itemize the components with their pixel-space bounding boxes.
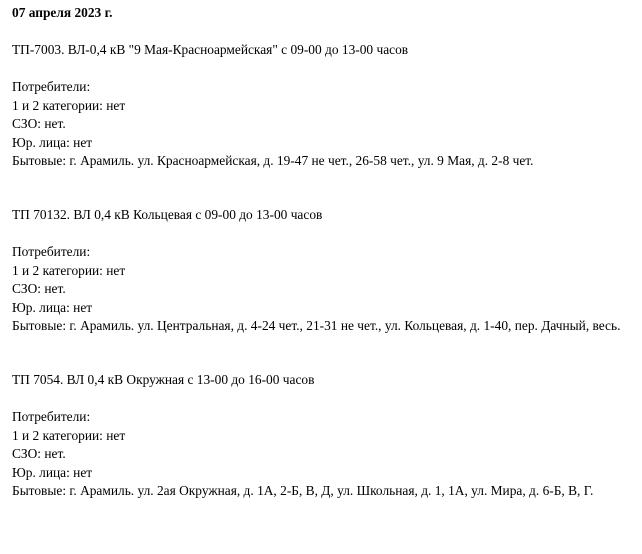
category-line: 1 и 2 категории: нет — [12, 97, 126, 113]
legal-entities-line: Юр. лица: нет — [12, 134, 93, 150]
outage-title: ТП 70132. ВЛ 0,4 кВ Кольцевая с 09-00 до 13-00 часов — [12, 206, 323, 222]
household-line: Бытовые: г. Арамиль. ул. Центральная, д. 4-24 чет., 21-31 не чет., ул. Кольцевая, д. 1-40, пер. Дачный, весь. — [12, 318, 621, 333]
outage-title: ТП 7054. ВЛ 0,4 кВ Окружная с 13-00 до 16-00 часов — [12, 371, 315, 387]
consumers-label: Потребители: — [12, 409, 91, 424]
legal-entities-line: Юр. лица: нет — [12, 464, 93, 480]
category-line: 1 и 2 категории: нет — [12, 427, 126, 443]
outage-entry — [12, 206, 634, 336]
document-page — [12, 4, 634, 501]
szo-line: СЗО: нет. — [12, 281, 66, 296]
consumers-label: Потребители: — [12, 79, 91, 94]
consumers-block — [12, 78, 634, 171]
consumers-block — [12, 243, 634, 336]
outage-title: ТП-7003. ВЛ-0,4 кВ "9 Мая-Красноармейская" с 09-00 до 13-00 часов — [12, 41, 409, 57]
consumers-label: Потребители: — [12, 244, 91, 259]
szo-line: СЗО: нет. — [12, 446, 66, 461]
outage-entry — [12, 371, 634, 501]
household-line: Бытовые: г. Арамиль. ул. Красноармейская, д. 19-47 не чет., 26-58 чет., ул. 9 Мая, д. 2-8 чет. — [12, 153, 534, 168]
category-line: 1 и 2 категории: нет — [12, 262, 126, 278]
outage-entry — [12, 41, 634, 171]
legal-entities-line: Юр. лица: нет — [12, 299, 93, 315]
szo-line: СЗО: нет. — [12, 116, 66, 131]
household-line: Бытовые: г. Арамиль. ул. 2ая Окружная, д. 1А, 2-Б, В, Д, ул. Школьная, д. 1, 1А, ул. Мира, д. 6-Б, В, Г. — [12, 483, 594, 498]
document-date: 07 апреля 2023 г. — [12, 5, 113, 20]
consumers-block — [12, 408, 634, 501]
